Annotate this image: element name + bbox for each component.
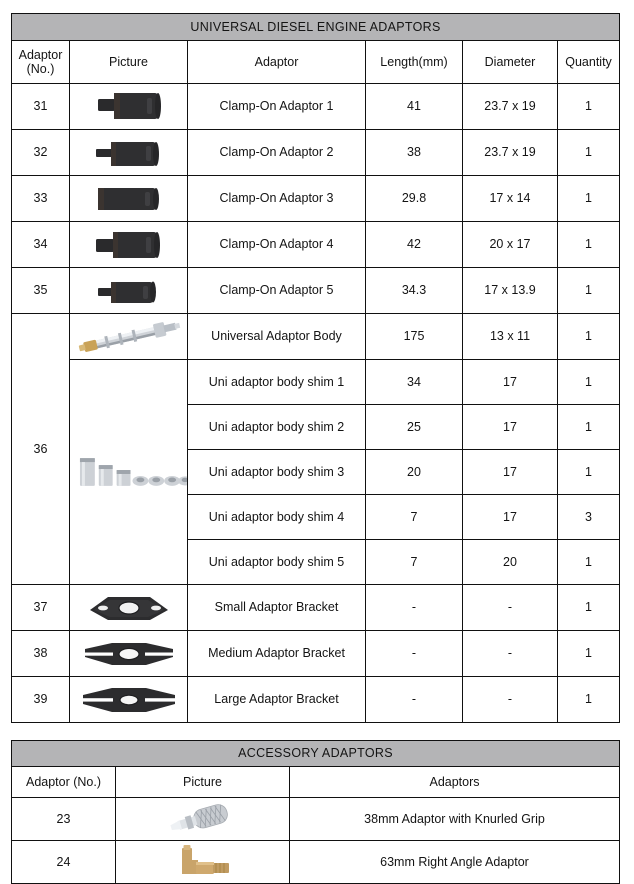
cell-adaptor-name: 63mm Right Angle Adaptor: [290, 841, 620, 884]
column-header-diameter: Diameter: [463, 41, 558, 84]
cell-picture: [116, 841, 290, 884]
cell-length: 29.8: [366, 176, 463, 222]
cell-diameter: 17 x 14: [463, 176, 558, 222]
small-adaptor-bracket-photo: [70, 585, 187, 630]
cell-adaptor-name: Uni adaptor body shim 4: [188, 495, 366, 540]
cell-adaptor-no: 34: [12, 222, 70, 268]
table-row: [12, 841, 620, 884]
cell-length: 34.3: [366, 268, 463, 314]
cell-quantity: 1: [558, 677, 620, 723]
table-row: [12, 585, 620, 631]
cell-length: 41: [366, 84, 463, 130]
cell-diameter: 13 x 11: [463, 314, 558, 360]
column-header-adaptor-no: Adaptor (No.): [12, 767, 116, 798]
cell-adaptor-no: 38: [12, 631, 70, 677]
cell-adaptor-no: 35: [12, 268, 70, 314]
cell-quantity: 1: [558, 268, 620, 314]
cell-quantity: 1: [558, 450, 620, 495]
column-header-adaptor: Adaptor: [188, 41, 366, 84]
cell-diameter: 23.7 x 19: [463, 84, 558, 130]
table-row: [12, 677, 620, 723]
cell-adaptor-no: 32: [12, 130, 70, 176]
cell-adaptor-name: Clamp-On Adaptor 4: [188, 222, 366, 268]
cell-length: 7: [366, 495, 463, 540]
cell-adaptor-no: 33: [12, 176, 70, 222]
cell-diameter: 17: [463, 405, 558, 450]
clamp-on-adaptor-2-photo: [70, 130, 187, 175]
cell-adaptor-name: Clamp-On Adaptor 2: [188, 130, 366, 176]
table-row: [12, 314, 620, 360]
cell-quantity: 1: [558, 84, 620, 130]
cell-adaptor-no: 36: [12, 314, 70, 585]
knurled-grip-adaptor-photo: [116, 798, 289, 840]
cell-quantity: 1: [558, 540, 620, 585]
clamp-on-adaptor-1-photo: [70, 84, 187, 129]
column-header-line1: Adaptor: [18, 47, 63, 62]
cell-quantity: 1: [558, 405, 620, 450]
cell-length: 7: [366, 540, 463, 585]
accessory-adaptors-table: [11, 740, 620, 884]
cell-length: 175: [366, 314, 463, 360]
clamp-on-adaptor-3-photo: [70, 176, 187, 221]
table-header-row: [12, 767, 620, 798]
table-row: [12, 798, 620, 841]
cell-diameter: 20: [463, 540, 558, 585]
cell-length: 25: [366, 405, 463, 450]
cell-diameter: 23.7 x 19: [463, 130, 558, 176]
table-row: [12, 222, 620, 268]
table-spacer: [11, 723, 619, 740]
cell-adaptor-name: Uni adaptor body shim 2: [188, 405, 366, 450]
cell-adaptor-name: Uni adaptor body shim 5: [188, 540, 366, 585]
cell-diameter: 17: [463, 360, 558, 405]
cell-quantity: 1: [558, 314, 620, 360]
document-page: [11, 13, 619, 884]
cell-picture: [70, 130, 188, 176]
large-adaptor-bracket-photo: [70, 677, 187, 722]
table-title-row: [12, 741, 620, 767]
cell-quantity: 1: [558, 585, 620, 631]
cell-adaptor-name: Medium Adaptor Bracket: [188, 631, 366, 677]
cell-quantity: 1: [558, 360, 620, 405]
cell-adaptor-name: Clamp-On Adaptor 1: [188, 84, 366, 130]
cell-picture: [70, 677, 188, 723]
table-title: UNIVERSAL DIESEL ENGINE ADAPTORS: [12, 14, 620, 41]
cell-adaptor-name: 38mm Adaptor with Knurled Grip: [290, 798, 620, 841]
cell-adaptor-name: Clamp-On Adaptor 3: [188, 176, 366, 222]
column-header-picture: Picture: [116, 767, 290, 798]
right-angle-adaptor-photo: [116, 841, 289, 883]
cell-picture: [70, 176, 188, 222]
table-title-row: [12, 14, 620, 41]
cell-picture: [70, 268, 188, 314]
cell-picture: [70, 360, 188, 585]
cell-diameter: 20 x 17: [463, 222, 558, 268]
column-header-length: Length(mm): [366, 41, 463, 84]
cell-adaptor-name: Universal Adaptor Body: [188, 314, 366, 360]
cell-length: -: [366, 585, 463, 631]
cell-picture: [70, 314, 188, 360]
cell-adaptor-no: 39: [12, 677, 70, 723]
table-row: [12, 631, 620, 677]
cell-adaptor-no: 24: [12, 841, 116, 884]
cell-picture: [70, 585, 188, 631]
cell-diameter: 17: [463, 450, 558, 495]
cell-length: -: [366, 677, 463, 723]
table-row: [12, 176, 620, 222]
cell-length: 34: [366, 360, 463, 405]
cell-length: 20: [366, 450, 463, 495]
cell-adaptor-no: 23: [12, 798, 116, 841]
table-row: [12, 360, 620, 405]
table-header-row: [12, 41, 620, 84]
cell-length: 38: [366, 130, 463, 176]
column-header-adaptors: Adaptors: [290, 767, 620, 798]
cell-picture: [70, 222, 188, 268]
clamp-on-adaptor-5-photo: [70, 268, 187, 313]
cell-quantity: 1: [558, 176, 620, 222]
table-row: [12, 130, 620, 176]
column-header-quantity: Quantity: [558, 41, 620, 84]
cell-diameter: -: [463, 631, 558, 677]
cell-picture: [70, 631, 188, 677]
cell-adaptor-no: 31: [12, 84, 70, 130]
cell-quantity: 1: [558, 222, 620, 268]
cell-quantity: 3: [558, 495, 620, 540]
table-row: [12, 84, 620, 130]
cell-picture: [116, 798, 290, 841]
column-header-line2: (No.): [26, 62, 55, 76]
cell-adaptor-name: Uni adaptor body shim 3: [188, 450, 366, 495]
cell-adaptor-name: Uni adaptor body shim 1: [188, 360, 366, 405]
cell-quantity: 1: [558, 130, 620, 176]
cell-diameter: -: [463, 585, 558, 631]
cell-diameter: 17 x 13.9: [463, 268, 558, 314]
uni-adaptor-body-shims-photo: [70, 450, 187, 494]
clamp-on-adaptor-4-photo: [70, 222, 187, 267]
cell-diameter: -: [463, 677, 558, 723]
cell-diameter: 17: [463, 495, 558, 540]
cell-length: 42: [366, 222, 463, 268]
table-title: ACCESSORY ADAPTORS: [12, 741, 620, 767]
cell-adaptor-name: Clamp-On Adaptor 5: [188, 268, 366, 314]
medium-adaptor-bracket-photo: [70, 631, 187, 676]
cell-picture: [70, 84, 188, 130]
column-header-adaptor-no: [12, 41, 70, 84]
universal-adaptor-body-photo: [70, 314, 187, 359]
table-row: [12, 268, 620, 314]
universal-diesel-engine-adaptors-table: [11, 13, 620, 723]
cell-length: -: [366, 631, 463, 677]
cell-adaptor-name: Small Adaptor Bracket: [188, 585, 366, 631]
column-header-picture: Picture: [70, 41, 188, 84]
cell-adaptor-name: Large Adaptor Bracket: [188, 677, 366, 723]
cell-adaptor-no: 37: [12, 585, 70, 631]
cell-quantity: 1: [558, 631, 620, 677]
